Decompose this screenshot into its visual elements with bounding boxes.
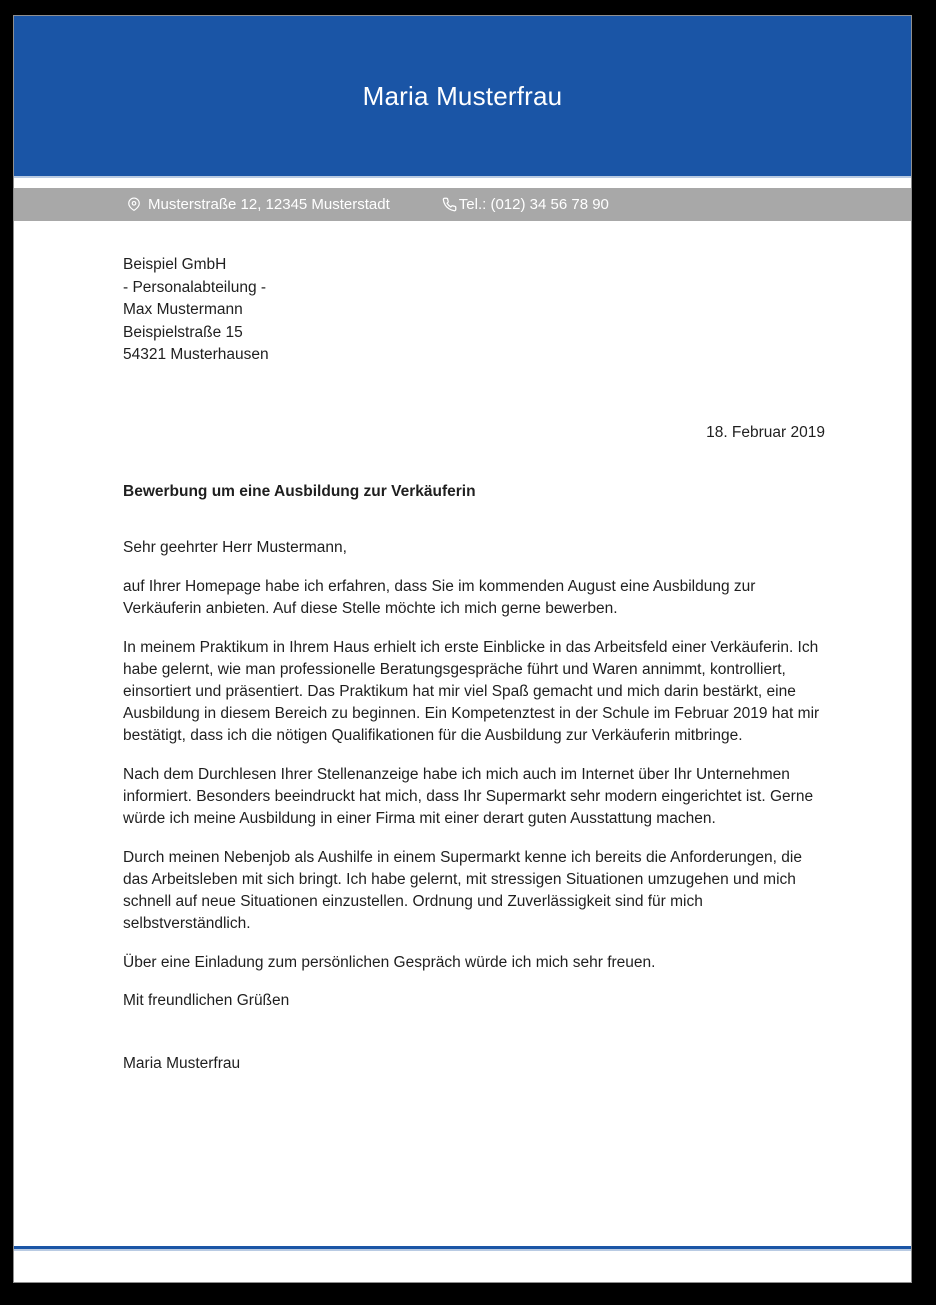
phone-icon <box>442 197 457 212</box>
body-paragraph: Nach dem Durchlesen Ihrer Stellenanzeige habe ich mich auch im Internet über Ihr Unternehmen informiert. Besonders beeindruckt hat mich, dass Ihr Supermarkt sehr modern eingerichtet ist. Gerne würde ich meine Ausbildung in einer Firma mit einer derart guten Ausstattung machen. <box>123 765 814 827</box>
recipient-address <box>123 254 825 367</box>
phone-text: Tel.: (012) 34 56 78 90 <box>458 196 609 213</box>
footer-rule <box>14 1246 911 1251</box>
recipient-line: - Personalabteilung - <box>123 278 267 296</box>
body-paragraph: Über eine Einladung zum persönlichen Gespräch würde ich mich sehr freuen. <box>123 953 656 971</box>
body-paragraph: auf Ihrer Homepage habe ich erfahren, dass Sie im kommenden August eine Ausbildung zur Verkäuferin anbieten. Auf diese Stelle möchte ich mich gerne bewerben. <box>123 577 756 617</box>
letter-page <box>14 16 911 1282</box>
location-pin-icon <box>127 196 141 213</box>
closing-formula: Mit freundlichen Grüßen <box>123 991 290 1009</box>
body-paragraph: In meinem Praktikum in Ihrem Haus erhielt ich erste Einblicke in das Arbeitsfeld einer Verkäuferin. Ich habe gelernt, wie man professionelle Beratungsgespräche führt und Waren annimmt, kontrolliert, einsortiert und präsentiert. Das Praktikum hat mir viel Spaß gemacht und mich darin bestärkt, eine Ausbildung in diesem Bereich zu beginnen. Ein Kompetenztest in der Schule im Februar 2019 hat mir bestätigt, dass ich die nötigen Qualifikationen für die Ausbildung zur Verkäuferin mitbringe. <box>123 638 820 744</box>
address-text: Musterstraße 12, 12345 Musterstadt <box>148 196 390 213</box>
contact-bar <box>14 188 911 221</box>
phone-item <box>442 196 609 213</box>
letter-date: 18. Februar 2019 <box>706 423 825 441</box>
body-paragraph: Durch meinen Nebenjob als Aushilfe in einem Supermarkt kenne ich bereits die Anforderungen, die das Arbeitsleben mit sich bringt. Ich habe gelernt, mit stressigen Situationen umzugehen und mich schnell auf neue Situationen einzustellen. Ordnung und Zuverlässigkeit sind für mich selbstverständlich. <box>123 848 802 932</box>
recipient-line: Beispiel GmbH <box>123 256 227 273</box>
recipient-line: 54321 Musterhausen <box>123 346 269 363</box>
subject-line: Bewerbung um eine Ausbildung zur Verkäuferin <box>123 482 476 500</box>
address-item <box>127 196 390 213</box>
letter-content <box>14 254 911 1075</box>
recipient-line: Beispielstraße 15 <box>123 323 243 341</box>
recipient-line: Max Mustermann <box>123 301 243 318</box>
header-banner <box>14 16 911 178</box>
salutation: Sehr geehrter Herr Mustermann, <box>123 538 347 556</box>
signature-name: Maria Musterfrau <box>123 1054 241 1072</box>
applicant-name: Maria Musterfrau <box>362 80 563 111</box>
